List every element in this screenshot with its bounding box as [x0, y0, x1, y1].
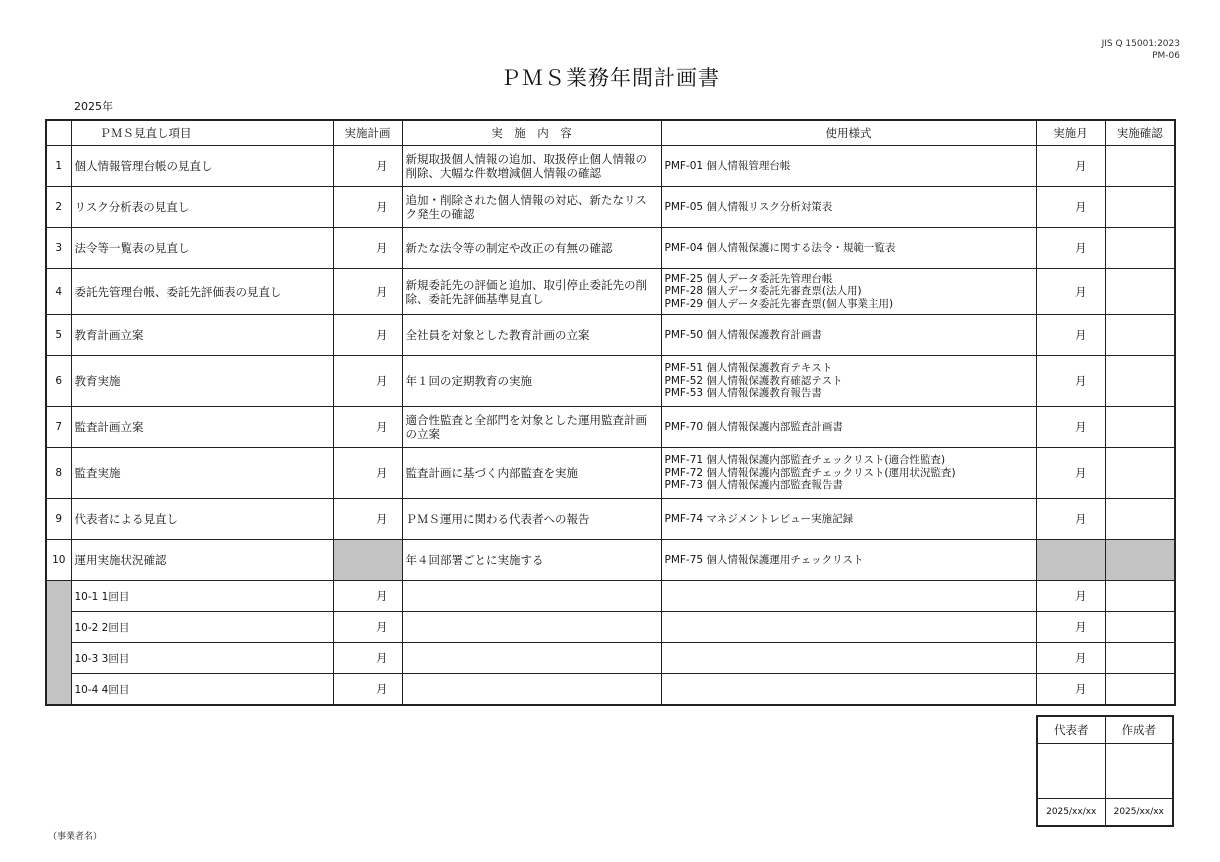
forms-cell[interactable] — [661, 674, 1036, 706]
row-number: 7 — [46, 407, 71, 448]
header-review-item: ＰＭＳ見直し項目 — [71, 120, 333, 146]
confirm-cell[interactable] — [1105, 146, 1175, 187]
table-row — [46, 146, 1175, 187]
table-header-row — [46, 120, 1175, 146]
table-row — [46, 540, 1175, 581]
page-title: ＰＭＳ業務年間計画書 — [500, 66, 720, 90]
review-item: 運用実施状況確認 — [71, 540, 333, 581]
shaded-number-cell — [46, 581, 71, 706]
actual-month[interactable]: 月 — [1036, 499, 1105, 540]
forms-cell[interactable] — [661, 643, 1036, 674]
table-row — [46, 269, 1175, 315]
plan-month[interactable]: 月 — [333, 448, 402, 499]
sub-item: 10-3 3回目 — [71, 643, 333, 674]
confirm-cell[interactable] — [1105, 228, 1175, 269]
plan-month[interactable]: 月 — [333, 612, 402, 643]
confirm-cell[interactable] — [1105, 448, 1175, 499]
forms-cell — [661, 315, 1036, 356]
forms-cell[interactable] — [661, 581, 1036, 612]
author-date: 2025/xx/xx — [1105, 799, 1173, 827]
actual-month[interactable]: 月 — [1036, 146, 1105, 187]
actual-month[interactable]: 月 — [1036, 674, 1105, 706]
standard-code: JIS Q 15001:2023 — [1101, 39, 1180, 49]
confirm-cell — [1105, 540, 1175, 581]
forms-cell — [661, 356, 1036, 407]
row-number: 8 — [46, 448, 71, 499]
header-number — [46, 120, 71, 146]
actual-month[interactable]: 月 — [1036, 356, 1105, 407]
actual-month[interactable]: 月 — [1036, 581, 1105, 612]
form-name: PMF-05 個人情報リスク分析対策表 — [664, 200, 833, 213]
review-item: 個人情報管理台帳の見直し — [71, 146, 333, 187]
task-content[interactable] — [402, 643, 661, 674]
forms-cell — [661, 499, 1036, 540]
forms-cell — [661, 448, 1036, 499]
plan-month[interactable]: 月 — [333, 269, 402, 315]
table-row — [46, 356, 1175, 407]
actual-month[interactable]: 月 — [1036, 643, 1105, 674]
forms-cell — [661, 228, 1036, 269]
representative-stamp-area[interactable] — [1037, 744, 1105, 799]
document-code — [1102, 38, 1180, 62]
task-content: 新たな法令等の制定や改正の有無の確認 — [402, 228, 661, 269]
plan-year: 2025年 — [74, 100, 113, 113]
review-item: 教育計画立案 — [71, 315, 333, 356]
confirm-cell[interactable] — [1105, 187, 1175, 228]
sub-item: 10-2 2回目 — [71, 612, 333, 643]
approval-box — [1036, 715, 1174, 827]
form-name: PMF-04 個人情報保護に関する法令・規範一覧表 — [664, 241, 896, 254]
confirm-cell[interactable] — [1105, 315, 1175, 356]
row-number: 2 — [46, 187, 71, 228]
task-content: 新規取扱個人情報の追加、取扱停止個人情報の削除、大幅な件数増減個人情報の確認 — [402, 146, 661, 187]
table-row — [46, 499, 1175, 540]
sub-row — [46, 674, 1175, 706]
task-content[interactable] — [402, 612, 661, 643]
row-number: 1 — [46, 146, 71, 187]
plan-month[interactable]: 月 — [333, 643, 402, 674]
task-content: 全社員を対象とした教育計画の立案 — [402, 315, 661, 356]
confirm-cell[interactable] — [1105, 581, 1175, 612]
row-number: 10 — [46, 540, 71, 581]
form-name: PMF-53 個人情報保護教育報告書 — [664, 387, 822, 400]
header-month: 実施月 — [1036, 120, 1105, 146]
row-number: 9 — [46, 499, 71, 540]
forms-cell — [661, 187, 1036, 228]
form-code: PM-06 — [1152, 51, 1180, 61]
row-number: 5 — [46, 315, 71, 356]
form-name: PMF-74 マネジメントレビュー実施記録 — [664, 512, 854, 525]
forms-cell — [661, 540, 1036, 581]
task-content[interactable] — [402, 581, 661, 612]
representative-date: 2025/xx/xx — [1037, 799, 1105, 827]
plan-month[interactable]: 月 — [333, 228, 402, 269]
task-content: 適合性監査と全部門を対象とした運用監査計画の立案 — [402, 407, 661, 448]
review-item: 教育実施 — [71, 356, 333, 407]
plan-month[interactable]: 月 — [333, 146, 402, 187]
actual-month[interactable]: 月 — [1036, 187, 1105, 228]
header-confirm: 実施確認 — [1105, 120, 1175, 146]
sub-row — [46, 612, 1175, 643]
form-name: PMF-51 個人情報保護教育テキスト — [664, 362, 833, 375]
table-row — [46, 315, 1175, 356]
table-row — [46, 407, 1175, 448]
plan-month[interactable]: 月 — [333, 674, 402, 706]
plan-month[interactable]: 月 — [333, 315, 402, 356]
row-number: 4 — [46, 269, 71, 315]
table-row — [46, 448, 1175, 499]
company-name-label: （事業者名） — [48, 832, 103, 842]
actual-month[interactable]: 月 — [1036, 228, 1105, 269]
review-item: 法令等一覧表の見直し — [71, 228, 333, 269]
actual-month[interactable]: 月 — [1036, 448, 1105, 499]
task-content: 年１回の定期教育の実施 — [402, 356, 661, 407]
task-content: 年４回部署ごとに実施する — [402, 540, 661, 581]
task-content: 新規委託先の評価と追加、取引停止委託先の削除、委託先評価基準見直し — [402, 269, 661, 315]
task-content: 追加・削除された個人情報の対応、新たなリスク発生の確認 — [402, 187, 661, 228]
header-content: 実 施 内 容 — [402, 120, 661, 146]
row-number: 3 — [46, 228, 71, 269]
task-content: ＰＭＳ運用に関わる代表者への報告 — [402, 499, 661, 540]
review-item: 監査実施 — [71, 448, 333, 499]
plan-month[interactable]: 月 — [333, 581, 402, 612]
plan-month[interactable]: 月 — [333, 407, 402, 448]
review-item: 委託先管理台帳、委託先評価表の見直し — [71, 269, 333, 315]
actual-month[interactable]: 月 — [1036, 269, 1105, 315]
actual-month[interactable]: 月 — [1036, 315, 1105, 356]
task-content[interactable] — [402, 674, 661, 706]
plan-month[interactable]: 月 — [333, 356, 402, 407]
task-content: 監査計画に基づく内部監査を実施 — [402, 448, 661, 499]
forms-cell — [661, 269, 1036, 315]
sub-item: 10-1 1回目 — [71, 581, 333, 612]
form-name: PMF-50 個人情報保護教育計画書 — [664, 328, 822, 341]
representative-label: 代表者 — [1037, 716, 1105, 744]
plan-month[interactable]: 月 — [333, 187, 402, 228]
confirm-cell[interactable] — [1105, 499, 1175, 540]
forms-cell[interactable] — [661, 612, 1036, 643]
actual-month[interactable]: 月 — [1036, 407, 1105, 448]
table-row — [46, 228, 1175, 269]
header-plan: 実施計画 — [333, 120, 402, 146]
form-name: PMF-25 個人データ委託先管理台帳 — [664, 272, 833, 285]
form-name: PMF-52 個人情報保護教育確認テスト — [664, 374, 843, 387]
review-item: リスク分析表の見直し — [71, 187, 333, 228]
confirm-cell[interactable] — [1105, 269, 1175, 315]
form-name: PMF-72 個人情報保護内部監査チェックリスト(運用状況監査) — [664, 466, 956, 479]
form-name: PMF-71 個人情報保護内部監査チェックリスト(適合性監査) — [664, 454, 946, 467]
row-number: 6 — [46, 356, 71, 407]
author-stamp-area[interactable] — [1105, 744, 1173, 799]
author-label: 作成者 — [1105, 716, 1173, 744]
forms-cell — [661, 146, 1036, 187]
form-name: PMF-01 個人情報管理台帳 — [664, 159, 791, 172]
sub-row — [46, 581, 1175, 612]
form-name: PMF-29 個人データ委託先審査票(個人事業主用) — [664, 297, 894, 310]
form-name: PMF-73 個人情報保護内部監査報告書 — [664, 479, 843, 492]
table-row — [46, 187, 1175, 228]
review-item: 監査計画立案 — [71, 407, 333, 448]
actual-month — [1036, 540, 1105, 581]
review-item: 代表者による見直し — [71, 499, 333, 540]
actual-month[interactable]: 月 — [1036, 612, 1105, 643]
confirm-cell[interactable] — [1105, 407, 1175, 448]
confirm-cell[interactable] — [1105, 643, 1175, 674]
form-name: PMF-70 個人情報保護内部監査計画書 — [664, 420, 843, 433]
confirm-cell[interactable] — [1105, 612, 1175, 643]
plan-month[interactable]: 月 — [333, 499, 402, 540]
form-name: PMF-75 個人情報保護運用チェックリスト — [664, 553, 864, 566]
annual-plan-table — [45, 119, 1176, 706]
confirm-cell[interactable] — [1105, 356, 1175, 407]
sub-item: 10-4 4回目 — [71, 674, 333, 706]
form-name: PMF-28 個人データ委託先審査票(法人用) — [664, 285, 862, 298]
confirm-cell[interactable] — [1105, 674, 1175, 706]
plan-month — [333, 540, 402, 581]
sub-row — [46, 643, 1175, 674]
forms-cell — [661, 407, 1036, 448]
header-forms: 使用様式 — [661, 120, 1036, 146]
